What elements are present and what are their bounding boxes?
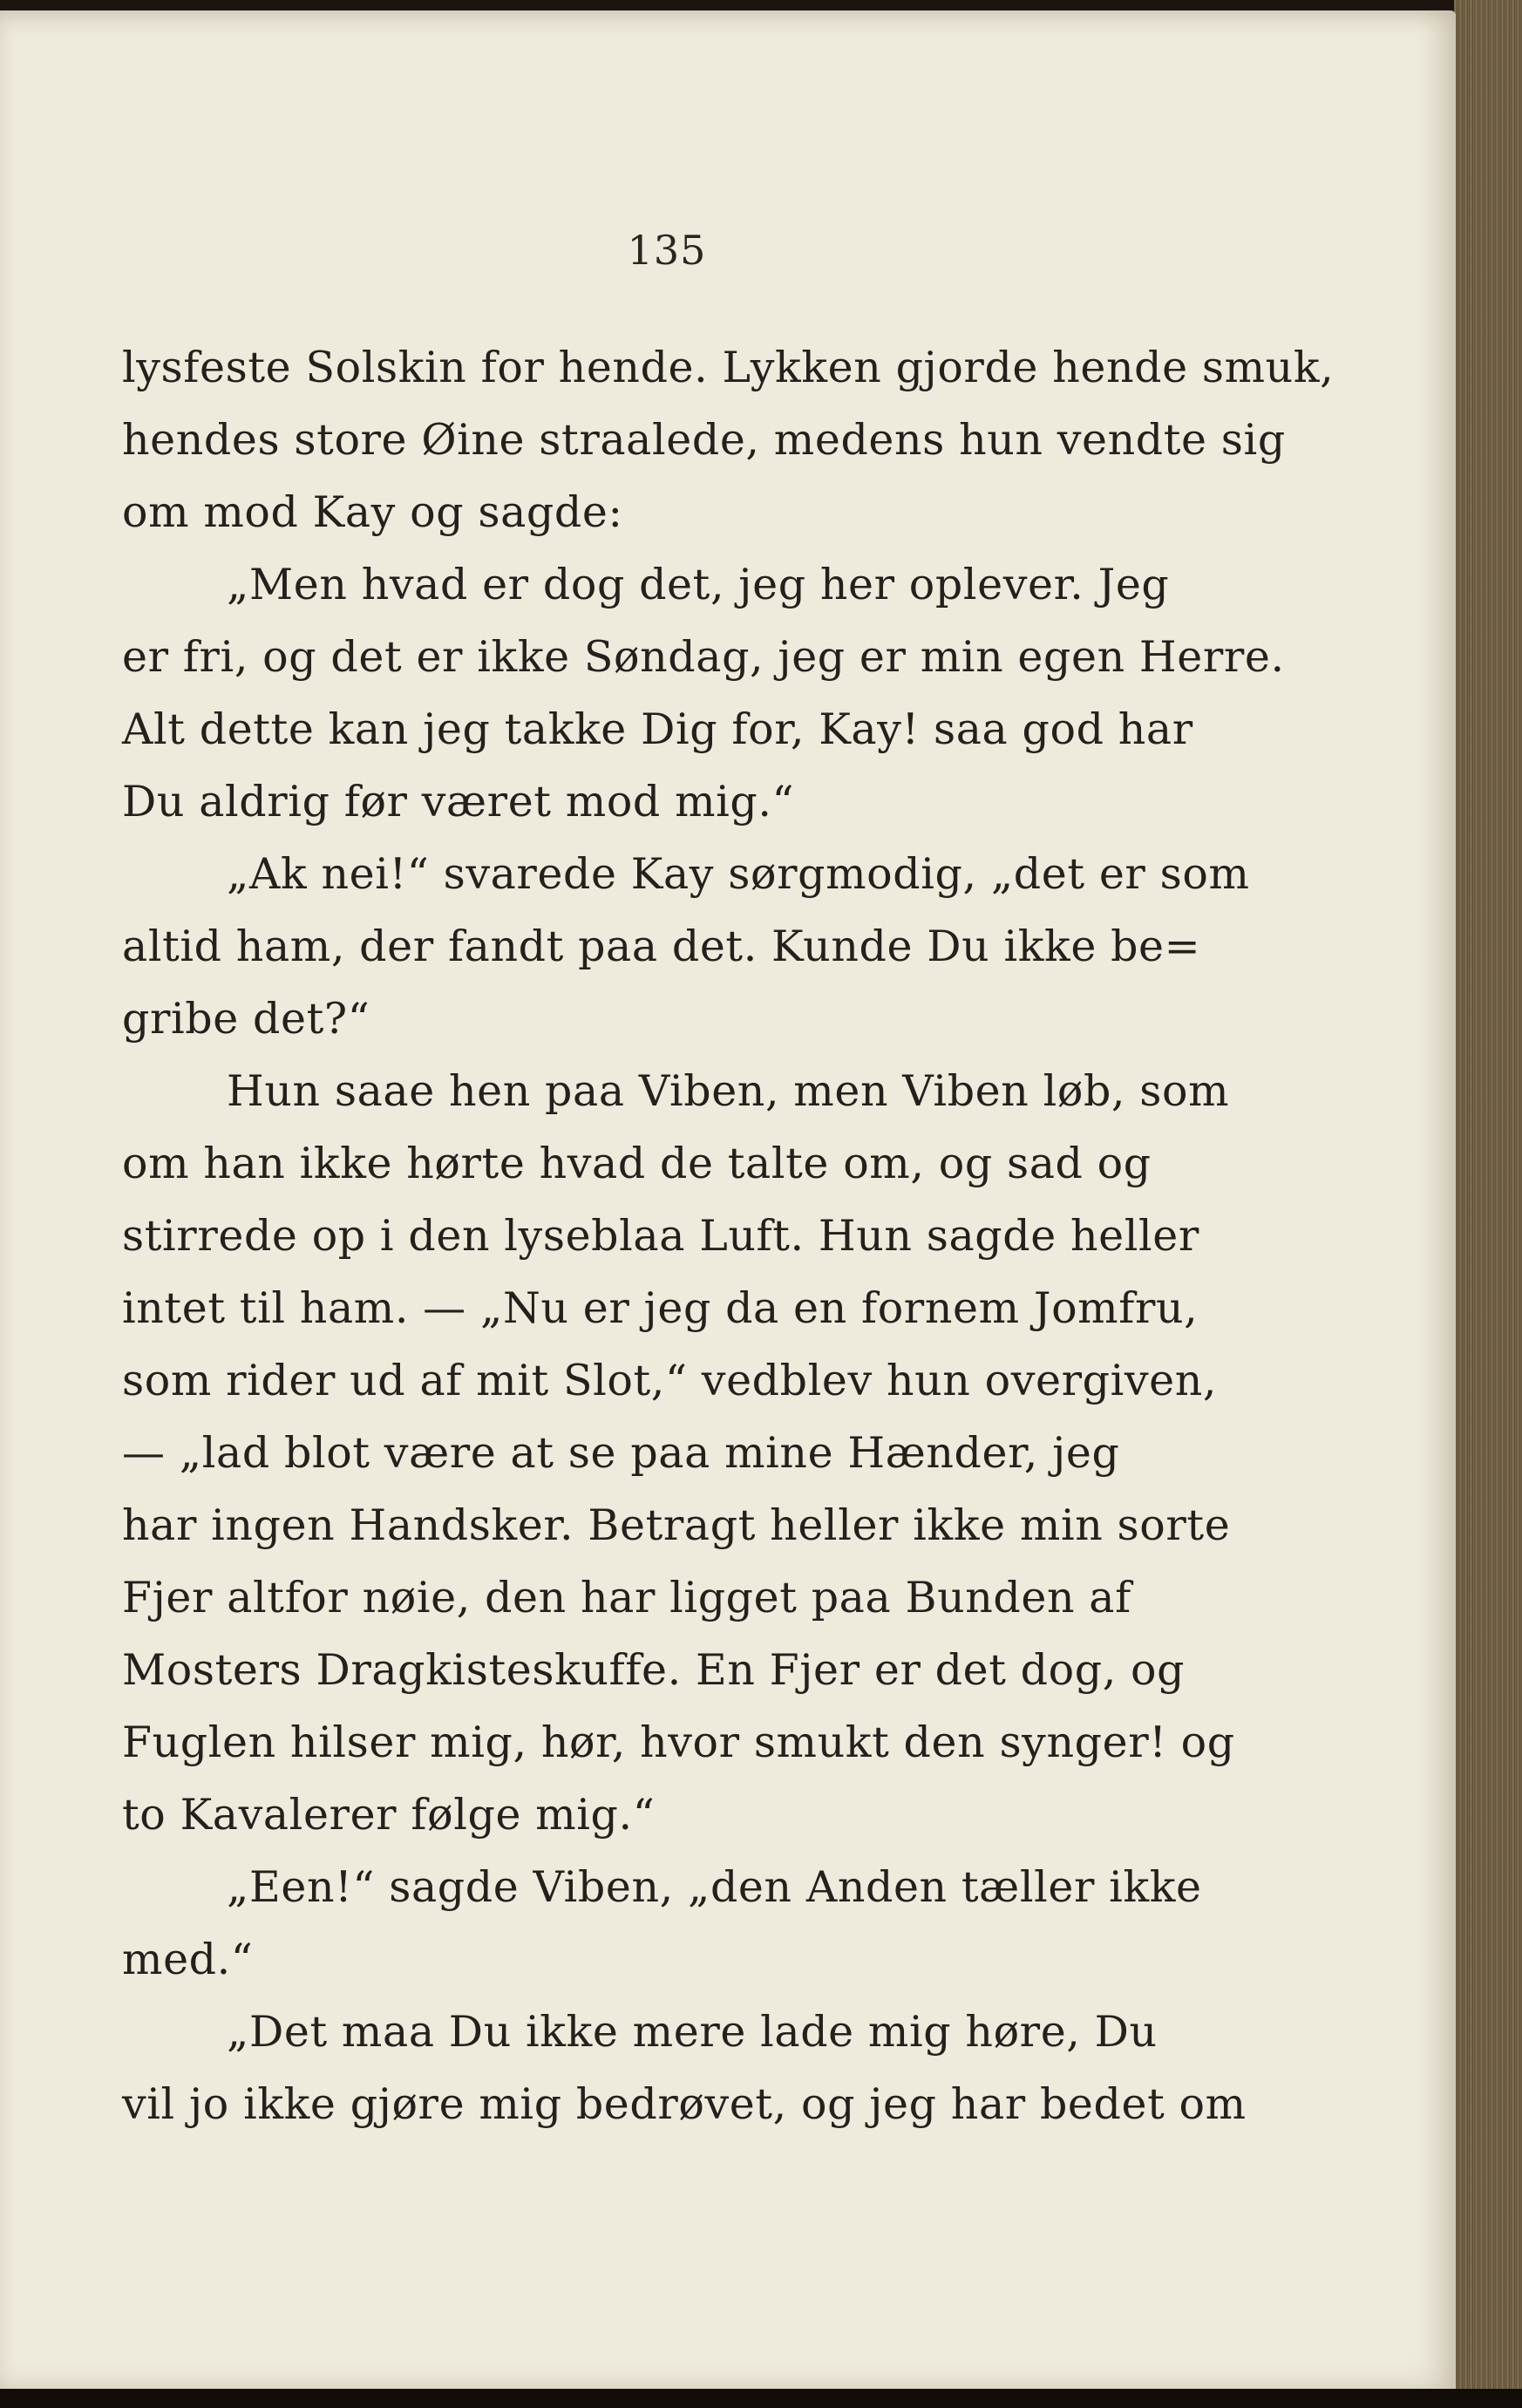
- text-line: stirrede op i den lyseblaa Luft. Hun sagde heller: [122, 1211, 1199, 1261]
- text-line: Fjer altfor nøie, den har ligget paa Bunden af: [122, 1573, 1131, 1622]
- text-line: er fri, og det er ikke Søndag, jeg er min egen Herre.: [122, 632, 1285, 682]
- text-line: vil jo ikke gjøre mig bedrøvet, og jeg har bedet om: [122, 2079, 1247, 2129]
- text-line: „Det maa Du ikke mere lade mig høre, Du: [227, 2007, 1158, 2057]
- text-line: hendes store Øine straalede, medens hun vendte sig: [122, 415, 1286, 465]
- text-line: gribe det?“: [122, 994, 370, 1044]
- text-line: om han ikke hørte hvad de talte om, og sad og: [122, 1139, 1152, 1188]
- text-line: „Een!“ sagde Viben, „den Anden tæller ikke: [227, 1862, 1202, 1912]
- text-line: to Kavalerer følge mig.“: [122, 1790, 656, 1840]
- book-page-edges: [1454, 0, 1522, 2408]
- text-line: Alt dette kan jeg takke Dig for, Kay! saa god har: [122, 704, 1193, 754]
- text-line: Du aldrig før været mod mig.“: [122, 777, 795, 826]
- text-line: lysfeste Solskin for hende. Lykken gjorde hende smuk,: [122, 343, 1335, 392]
- book-page: [0, 10, 1456, 2389]
- text-line: Mosters Dragkisteskuffe. En Fjer er det dog, og: [122, 1645, 1186, 1695]
- page-number: 135: [627, 227, 707, 274]
- text-line: har ingen Handsker. Betragt heller ikke min sorte: [122, 1500, 1231, 1550]
- text-line: som rider ud af mit Slot,“ vedblev hun overgiven,: [122, 1356, 1218, 1405]
- text-line: altid ham, der fandt paa det. Kunde Du ikke be=: [122, 922, 1201, 971]
- text-line: „Men hvad er dog det, jeg her oplever. Jeg: [227, 560, 1170, 609]
- text-line: Fuglen hilser mig, hør, hvor smukt den synger! og: [122, 1718, 1235, 1767]
- scan-bottom-border: [0, 2389, 1522, 2408]
- text-line: om mod Kay og sagde:: [122, 487, 623, 537]
- text-line: Hun saae hen paa Viben, men Viben løb, som: [227, 1066, 1230, 1116]
- text-line: med.“: [122, 1935, 254, 1984]
- text-line: intet til ham. — „Nu er jeg da en fornem Jomfru,: [122, 1283, 1199, 1333]
- text-line: „Ak nei!“ svarede Kay sørgmodig, „det er som: [227, 849, 1250, 899]
- text-line: — „lad blot være at se paa mine Hænder, jeg: [122, 1428, 1120, 1478]
